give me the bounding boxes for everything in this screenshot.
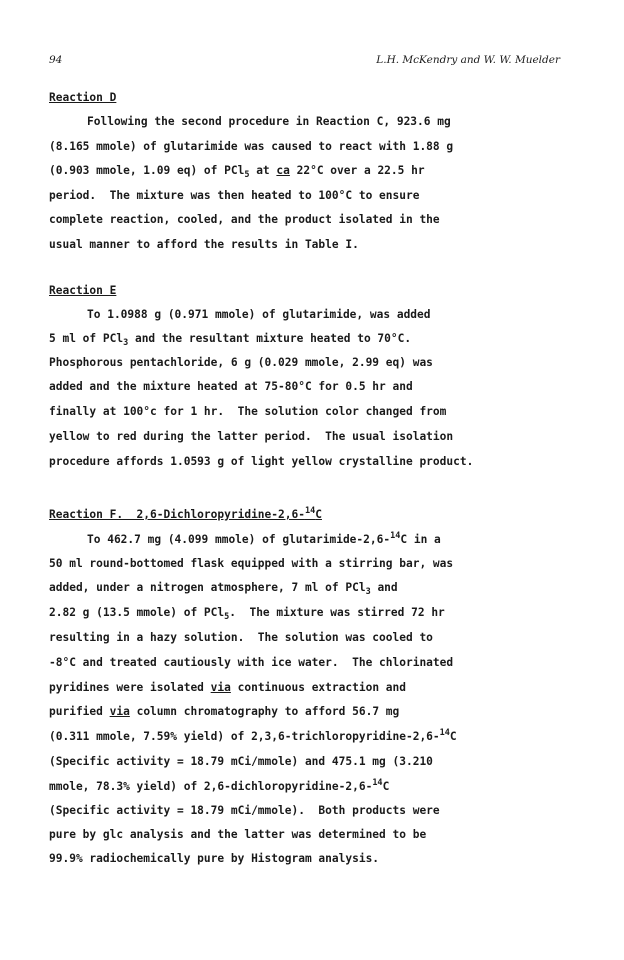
paragraph-line: To 1.0988 g (0.971 mmole) of glutarimide, was added bbox=[87, 308, 431, 321]
paragraph-line: 5 ml of PCl$_3$ and the resultant mixture heated to 70°C. bbox=[49, 332, 412, 348]
paragraph-line: period. The mixture was then heated to 100°C to ensure bbox=[49, 189, 420, 202]
page-header bbox=[49, 54, 560, 70]
paragraph-line: pure by glc analysis and the latter was determined to be bbox=[49, 828, 427, 841]
paragraph-line: 50 ml round-bottomed flask equipped with a stirring bar, was bbox=[49, 557, 454, 570]
paragraph-line: (8.165 mmole) of glutarimide was caused to react with 1.88 g bbox=[49, 140, 454, 153]
running-head: L.H. McKendry and W. W. Muelder bbox=[376, 54, 560, 66]
page-number: 94 bbox=[49, 54, 63, 66]
paragraph-line: Phosphorous pentachloride, 6 g (0.029 mmole, 2.99 eq) was bbox=[49, 356, 433, 369]
paragraph-line: (Specific activity = 18.79 mCi/mmole). Both products were bbox=[49, 804, 440, 817]
paragraph-line: pyridines were isolated via continuous extraction and bbox=[49, 681, 406, 694]
reaction-f-heading: Reaction F. 2,6-Dichloropyridine-2,6-$^{14}$C bbox=[49, 506, 322, 521]
paragraph-line: Following the second procedure in Reaction C, 923.6 mg bbox=[87, 115, 451, 128]
paragraph-line: complete reaction, cooled, and the product isolated in the bbox=[49, 213, 440, 226]
paragraph-line: usual manner to afford the results in Table I. bbox=[49, 238, 359, 251]
paragraph-line: purified via column chromatography to afford 56.7 mg bbox=[49, 705, 400, 718]
reaction-d-heading: Reaction D bbox=[49, 91, 117, 104]
paragraph-line: added, under a nitrogen atmosphere, 7 ml of PCl$_3$ and bbox=[49, 581, 398, 597]
paragraph-line: resulting in a hazy solution. The solution was cooled to bbox=[49, 631, 433, 644]
paragraph-line: (Specific activity = 18.79 mCi/mmole) and 475.1 mg (3.210 bbox=[49, 755, 433, 768]
paragraph-line: To 462.7 mg (4.099 mmole) of glutarimide-2,6-$^{14}$C in a bbox=[87, 531, 441, 546]
paragraph-line: mmole, 78.3% yield) of 2,6-dichloropyridine-2,6-$^{14}$C bbox=[49, 778, 390, 793]
paragraph-line: (0.903 mmole, 1.09 eq) of PCl$_5$ at ca 22°C over a 22.5 hr bbox=[49, 164, 425, 180]
paragraph-line: procedure affords 1.0593 g of light yellow crystalline product. bbox=[49, 455, 474, 468]
paragraph-line: -8°C and treated cautiously with ice water. The chlorinated bbox=[49, 656, 454, 669]
paragraph-line: yellow to red during the latter period. The usual isolation bbox=[49, 430, 454, 443]
paragraph-line: finally at 100°c for 1 hr. The solution color changed from bbox=[49, 405, 447, 418]
paragraph-line: (0.311 mmole, 7.59% yield) of 2,3,6-trichloropyridine-2,6-$^{14}$C bbox=[49, 728, 457, 743]
paragraph-line: added and the mixture heated at 75-80°C for 0.5 hr and bbox=[49, 380, 413, 393]
paragraph-line: 99.9% radiochemically pure by Histogram analysis. bbox=[49, 852, 380, 865]
paragraph-line: 2.82 g (13.5 mmole) of PCl$_5$. The mixture was stirred 72 hr bbox=[49, 606, 445, 622]
reaction-e-heading: Reaction E bbox=[49, 284, 117, 297]
